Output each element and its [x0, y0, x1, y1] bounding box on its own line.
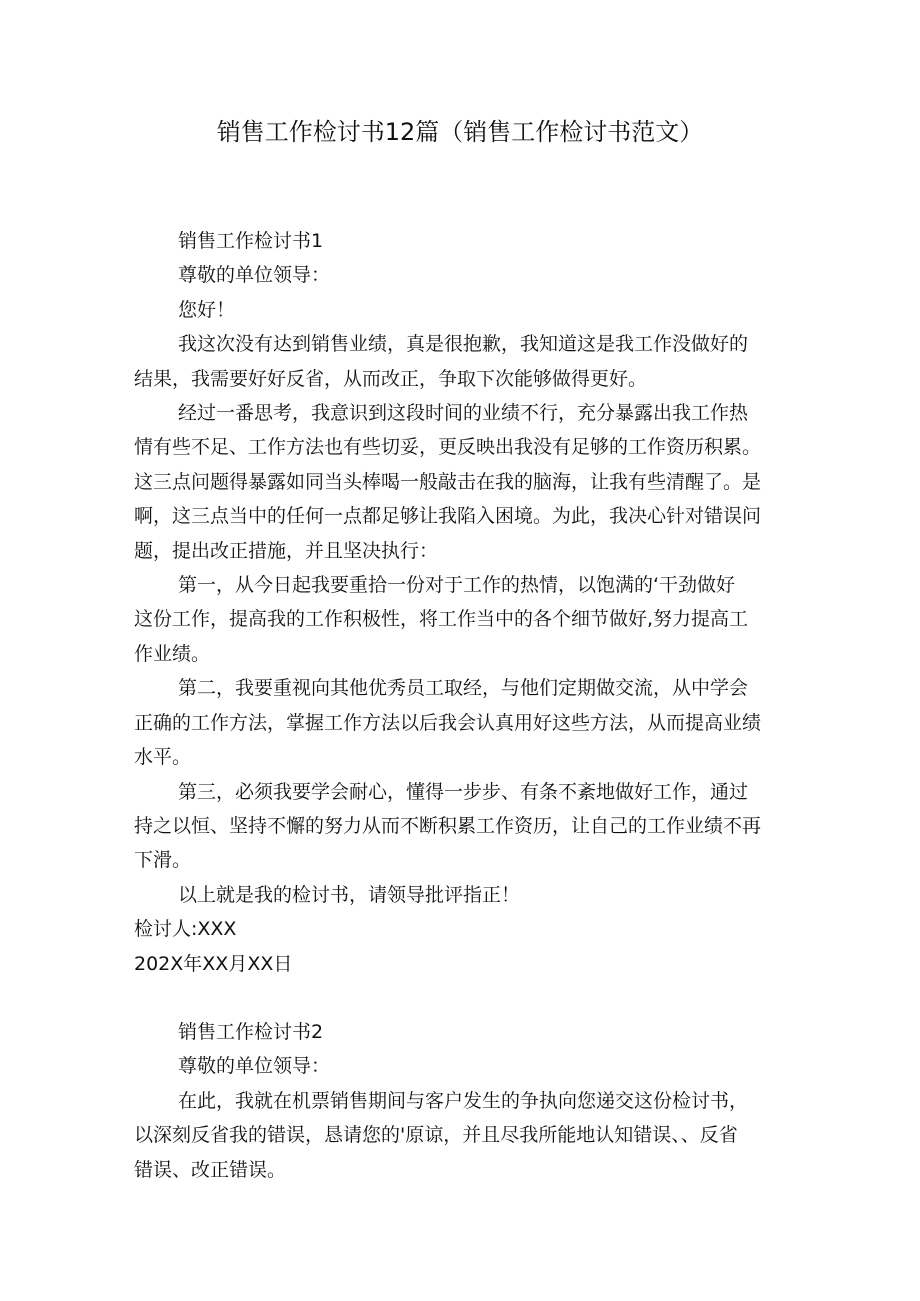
paragraph-line: 第三，必须我要学会耐心，懂得一步步、有条不紊地做好工作，通过 — [178, 780, 749, 803]
paragraph-line: 第二，我要重视向其他优秀员工取经，与他们定期做交流，从中学会 — [178, 677, 749, 700]
paragraph-line: 我这次没有达到销售业绩，真是很抱歉，我知道这是我工作没做好的 — [178, 333, 749, 356]
paragraph-line: 这三点问题得暴露如同当头棒喝一般敲击在我的脑海，让我有些清醒了。是 — [134, 470, 762, 493]
section-gap — [134, 981, 794, 1015]
paragraph-line: 结果，我需要好好反省，从而改正，争取下次能够做得更好。 — [134, 367, 648, 390]
paragraph-line: 经过一番思考，我意识到这段时间的业绩不行，充分暴露出我工作热 — [178, 402, 749, 425]
document-body — [134, 224, 794, 1187]
paragraph-line: 作业绩。 — [134, 642, 211, 665]
paragraph-line: 正确的工作方法，掌握工作方法以后我会认真用好这些方法，从而提高业绩 — [134, 711, 762, 734]
paragraph-line: 持之以恒、坚持不懈的努力从而不断积累工作资历，让自己的工作业绩不再 — [134, 814, 762, 837]
date: 202X年XX月XX日 — [134, 952, 293, 975]
paragraph-line: 第一，从今日起我要重拾一份对于工作的热情，以饱满的‘干劲做好 — [178, 574, 736, 597]
paragraph-line: 以深刻反省我的错误，恳请您的'原谅，并且尽我所能地认知错误、、反省 — [134, 1124, 738, 1147]
paragraph-line: 下滑。 — [134, 849, 192, 872]
letter-1-heading: 销售工作检讨书1 — [178, 230, 324, 252]
letter-1-salutation: 尊敬的单位领导： — [178, 264, 331, 287]
letter-1-greeting: 您好！ — [178, 298, 236, 321]
letter-2-heading: 销售工作检讨书2 — [178, 1020, 324, 1043]
closing-line: 以上就是我的检讨书，请领导批评指正！ — [178, 883, 521, 906]
document-title: 销售工作检讨书12篇（销售工作检讨书范文） — [216, 118, 704, 146]
paragraph-line: 情有些不足、工作方法也有些切妥，更反映出我没有足够的工作资历积累。 — [134, 436, 762, 459]
paragraph-line: 啊，这三点当中的任何一点都足够让我陷入困境。为此，我决心针对错误问 — [134, 505, 762, 528]
signer: 检讨人:XXX — [134, 918, 237, 941]
letter-2-salutation: 尊敬的单位领导： — [178, 1055, 331, 1078]
paragraph-line: 在此，我就在机票销售期间与客户发生的争执向您递交这份检讨书， — [178, 1089, 749, 1112]
paragraph-line: 水平。 — [134, 746, 192, 769]
paragraph-line: 这份工作，提高我的工作积极性，将工作当中的各个细节做好,努力提高工 — [134, 608, 749, 631]
paragraph-line: 题，提出改正措施，并且坚决执行： — [134, 539, 439, 562]
paragraph-line: 错误、改正错误。 — [134, 1158, 287, 1181]
